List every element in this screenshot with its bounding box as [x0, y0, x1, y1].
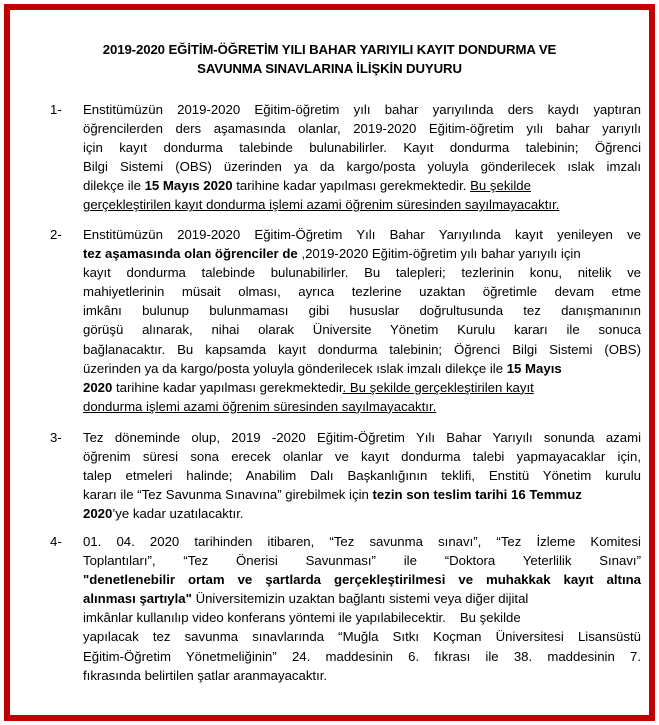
text-line: öğrencilerden ders aşamasında olanlar, 2019-2020 Eğitim-öğretim yılı bahar yarıyılı	[83, 121, 641, 137]
announcement-title	[16, 40, 643, 78]
text-line: Toplantıları”, “Tez Önerisi Savunması” ile “Doktora Yeterlilik Sınavı”	[83, 553, 641, 569]
text-line: fıkrasında belirtilen şatlar aranmayacaktır.	[83, 667, 328, 683]
text-line: imkânı bulunup bulunmaması gibi hususlar doğrultusunda tez danışmanının	[83, 303, 641, 319]
item-number: 4-	[50, 534, 62, 549]
text-line: dilekçe ile 15 Mayıs 2020 tarihine kadar yapılması gerekmektedir. Bu şekilde	[83, 178, 531, 194]
text-line: imkânlar kullanılıp video konferans yöntemi ile yapılabilecektir. Bu şekilde	[83, 610, 521, 626]
text-line: gerçekleştirilen kayıt dondurma işlemi azami öğrenim süresinden sayılmayacaktır.	[83, 197, 560, 213]
text-line: kararı ile “Tez Savunma Sınavına” girebilmek için tezin son teslim tarihi 16 Temmuz	[83, 487, 582, 503]
text-line: dondurma işlemi azami öğrenim süresinden sayılmayacaktır.	[83, 398, 437, 414]
text-line: Tez döneminde olup, 2019 -2020 Eğitim-Öğretim Yılı Bahar Yarıyılı sonunda azami	[83, 430, 641, 445]
text-line: 2020’ye kadar uzatılacaktır.	[83, 506, 244, 522]
text-line: tez aşamasında olan öğrenciler de ,2019-2020 Eğitim-öğretim yılı bahar yarıyılı için	[83, 246, 581, 262]
item-number: 2-	[50, 227, 62, 242]
text-line: mahiyetlerinin müsait olması, ayrıca tezlerine uzaktan öğretimle devam etme	[83, 284, 641, 300]
text-line: alınması şartıyla" Üniversitemizin uzaktan bağlantı sistemi veya diğer dijital	[83, 591, 529, 607]
item-number: 3-	[50, 430, 62, 445]
text-line: görüşü alınarak, nihai olarak Üniversite Yönetim Kurulu kararı ile sonuca	[83, 322, 641, 338]
text-line: 2020 tarihine kadar yapılması gerekmektedir. Bu şekilde gerçekleştirilen kayıt	[83, 379, 534, 395]
text-line: Bilgi Sistemi (OBS) üzerinden ya da kargo/posta yoluyla gönderilecek ıslak imzalı	[83, 159, 641, 175]
text-line: talep etmeleri halinde; Anabilim Dalı Başkanlığının teklifi, Enstitü Yönetim kurulu	[83, 468, 641, 484]
text-line: Enstitümüzün 2019-2020 Eğitim-öğretim yılı bahar yarıyılında ders kaydı yaptıran	[83, 102, 641, 117]
text-line: öğrenim süresi sona erecek olanlar ve kayıt dondurma talebi yapmayacaklar için,	[83, 449, 641, 465]
text-line: 01. 04. 2020 tarihinden itibaren, “Tez savunma sınavı”, “Tez İzleme Komitesi	[83, 534, 641, 549]
text-line: yapılacak tez savunma sınavlarında “Muğla Sıtkı Koçman Üniversitesi Lisansüstü	[83, 629, 641, 645]
item-text	[83, 225, 641, 416]
item-text	[83, 100, 641, 215]
text-line: için kayıt dondurma talebinde bulunabilirler. Kayıt dondurma talebinin; Öğrenci	[83, 140, 641, 156]
text-line: üzerinden ya da kargo/posta yoluyla gönderilecek ıslak imzalı dilekçe ile 15 Mayıs	[83, 360, 562, 376]
text-line: Eğitim-Öğretim Yönetmeliğinin” 24. maddesinin 6. fıkrası ile 38. maddesinin 7.	[83, 648, 641, 664]
item-text	[83, 428, 641, 523]
text-line: Enstitümüzün 2019-2020 Eğitim-Öğretim Yılı Bahar Yarıyılında kayıt yenileyen ve	[83, 227, 641, 242]
item-number: 1-	[50, 102, 62, 117]
text-line: kayıt dondurma talebinde bulunabilirler. Bu talepleri; tezlerinin konu, nitelik ve	[83, 265, 641, 281]
item-text	[83, 532, 641, 685]
title-line-1: 2019-2020 EĞİTİM-ÖĞRETİM YILI BAHAR YARIYILI KAYIT DONDURMA VE	[102, 42, 557, 57]
title-line-2: SAVUNMA SINAVLARINA İLİŞKİN DUYURU	[197, 61, 462, 76]
text-line: "denetlenebilir ortam ve şartlarda gerçekleştirilmesi ve muhakkak kayıt altına	[83, 572, 641, 588]
announcement-frame	[4, 4, 655, 721]
text-line: bağlanacaktır. Bu kapsamda kayıt dondurma talebinin; Öğrenci Bilgi Sistemi (OBS)	[83, 341, 641, 357]
